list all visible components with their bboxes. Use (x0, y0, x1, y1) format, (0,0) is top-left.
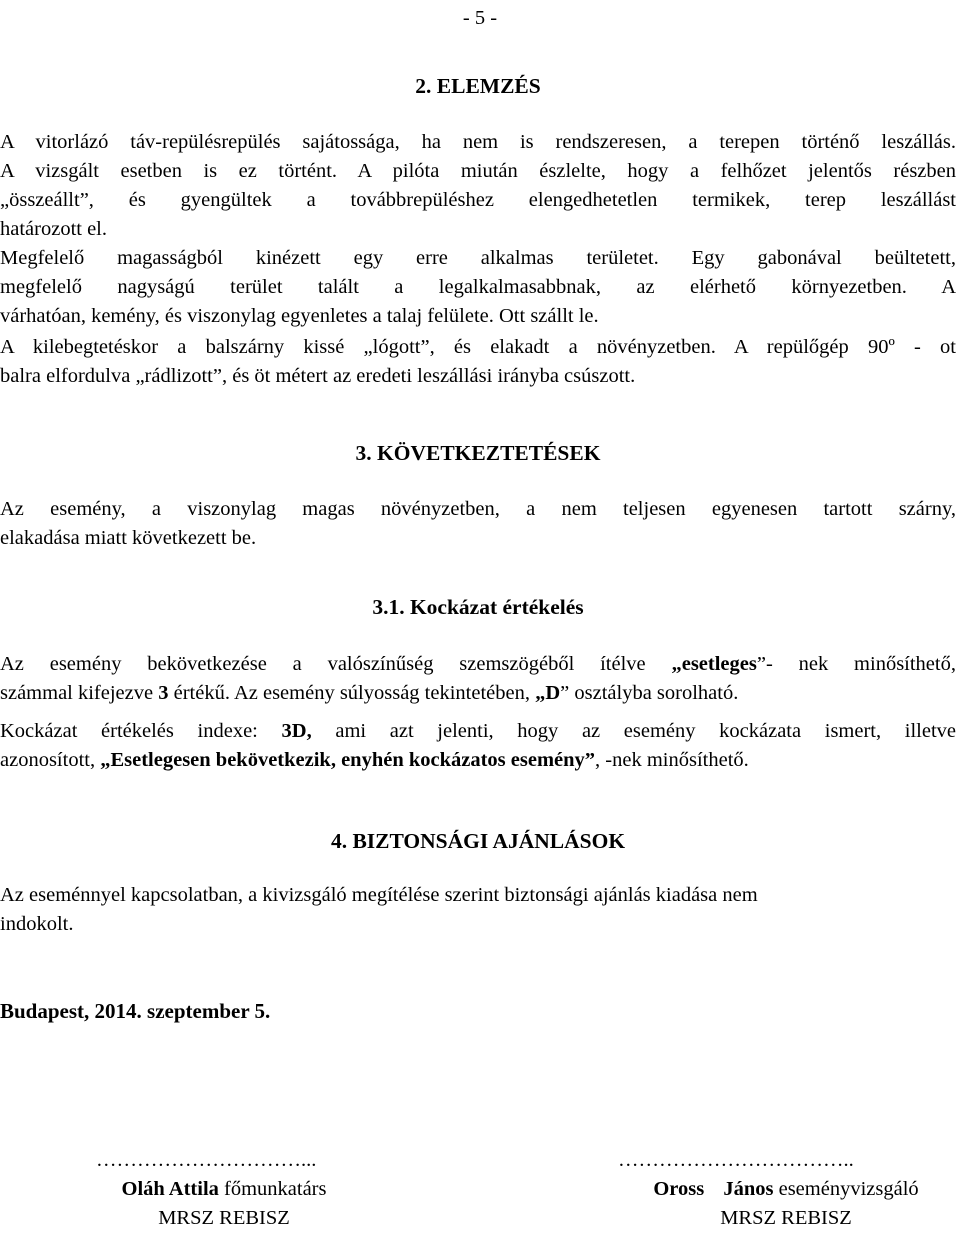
text-line: várhatóan, kemény, és viszonylag egyenletes a talaj felülete. Ott szállt le. (0, 305, 599, 327)
text-line (0, 746, 956, 775)
text-line: indokolt. (0, 913, 74, 935)
text-line: A kilebegtetéskor a balszárny kissé „lógott”, és elakadt a növényzetben. A repülőgép 90º - ot (0, 336, 956, 358)
section-3-paragraph (0, 495, 956, 553)
section-2-heading: 2. ELEMZÉS (415, 74, 541, 98)
text: ami azt jelenti, hogy az esemény kockázata ismert, illetve (311, 720, 956, 742)
signatory-name-title (616, 1175, 956, 1204)
section-3-1-heading: 3.1. Kockázat értékelés (372, 595, 584, 619)
text-line: A vitorlázó táv-repülésrepülés sajátossága, ha nem is rendszeresen, a terepen történő leszállás. (0, 131, 956, 153)
text-line: megfelelő nagyságú terület talált a legalkalmasabbnak, az elérhető környezetben. A (0, 276, 956, 298)
text-line: határozott el. (0, 218, 108, 240)
text-line: balra elfordulva „rádlizott”, és öt métert az eredeti leszállási irányba csúszott. (0, 365, 636, 387)
section-3-heading: 3. KÖVETKEZTETÉSEK (355, 441, 601, 465)
severity-class: „D (535, 682, 561, 704)
text-line: A vizsgált esetben is ez történt. A pilóta miután észlelte, hogy a felhőzet jelentős részben (0, 160, 956, 182)
text: ” osztályba sorolható. (560, 682, 739, 704)
risk-category: „Esetlegesen bekövetkezik, enyhén kockázatos esemény” (100, 749, 596, 771)
text-line (0, 679, 956, 708)
section-2-paragraph-2 (0, 244, 956, 331)
text-line: Megfelelő magasságból kinézett egy erre alkalmas területet. Egy gabonával beültetett, (0, 247, 956, 269)
likelihood-value: „esetleges (671, 653, 757, 675)
text-line: „összeállt”, és gyengültek a továbbrepüléshez elengedhetetlen termikek, terep leszállást (0, 189, 956, 211)
signature-right (616, 1146, 956, 1233)
signatory-title: eseményvizsgáló (773, 1178, 919, 1200)
signatory-organization: MRSZ REBISZ (720, 1207, 852, 1229)
place-and-date: Budapest, 2014. szeptember 5. (0, 999, 271, 1023)
text: értékű. Az esemény súlyosság tekintetében, (168, 682, 536, 704)
signatory-name: Oláh Attila (121, 1178, 219, 1200)
page-number: - 5 - (462, 7, 498, 29)
signature-line: …………………………….. (618, 1149, 854, 1171)
signature-left (96, 1146, 352, 1233)
text-line: elakadása miatt következett be. (0, 527, 257, 549)
risk-paragraph-2 (0, 717, 956, 775)
text: ”- nek minősíthető, (756, 653, 956, 675)
signatory-name: Oross János (653, 1178, 774, 1200)
section-2-paragraph-3 (0, 333, 956, 391)
signatory-name-title (96, 1175, 352, 1204)
text: Az esemény bekövetkezése a valószínűség szemszögéből ítélve (0, 653, 672, 675)
risk-paragraph-1 (0, 650, 956, 708)
section-4-paragraph (0, 881, 956, 939)
text-line: Az esemény, a viszonylag magas növényzetben, a nem teljesen egyenesen tartott szárny, (0, 498, 956, 520)
signatory-organization: MRSZ REBISZ (158, 1207, 290, 1229)
text: , -nek minősíthető. (595, 749, 749, 771)
signatory-title: főmunkatárs (218, 1178, 327, 1200)
text-line (0, 717, 956, 746)
text-line (0, 650, 956, 679)
section-2-paragraph-1 (0, 128, 956, 244)
text: számmal kifejezve (0, 682, 159, 704)
text: Kockázat értékelés indexe: (0, 720, 282, 742)
section-4-heading: 4. BIZTONSÁGI AJÁNLÁSOK (330, 829, 626, 853)
signature-line: …………………………... (96, 1149, 317, 1171)
text-line: Az eseménnyel kapcsolatban, a kivizsgáló megítélése szerint biztonsági ajánlás kiadása nem (0, 884, 758, 906)
numeric-value: 3 (158, 682, 169, 704)
text: azonosított, (0, 749, 101, 771)
risk-index: 3D, (281, 720, 312, 742)
